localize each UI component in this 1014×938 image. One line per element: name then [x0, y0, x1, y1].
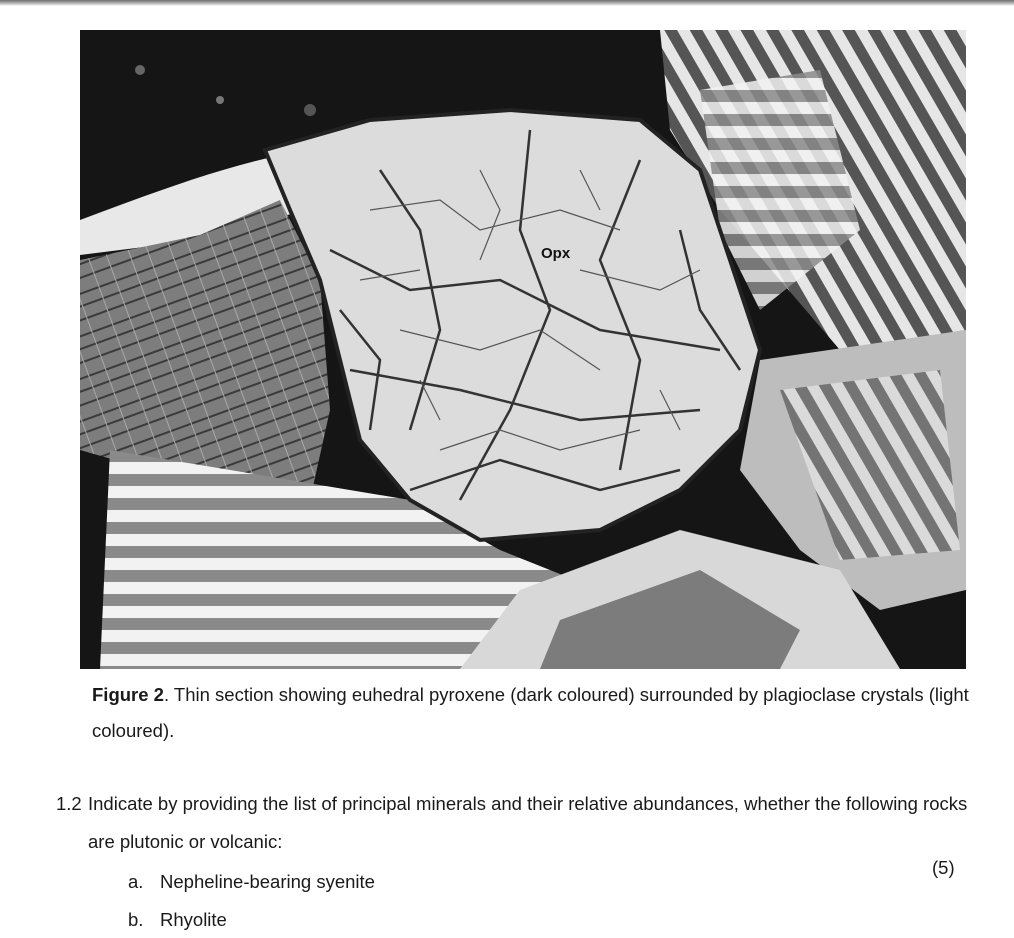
list-item-letter: b. — [128, 909, 144, 930]
question-marks: (5) — [932, 857, 955, 878]
question-number: 1.2 — [56, 793, 82, 814]
question-text: Indicate by providing the list of principal minerals and their relative abundances, whether the following rocks are plutonic or volcanic: — [88, 793, 968, 852]
figure-caption — [92, 677, 992, 749]
list-item-letter: a. — [128, 871, 144, 892]
caption-text: . Thin section showing euhedral pyroxene (dark coloured) surrounded by plagioclase crystals (light coloured). — [92, 684, 969, 741]
list-item-text: Nepheline-bearing syenite — [160, 871, 375, 892]
list-item — [128, 909, 227, 931]
list-item — [128, 871, 375, 893]
scan-edge — [0, 0, 1014, 6]
thin-section-photo — [80, 30, 966, 669]
list-item-text: Rhyolite — [160, 909, 227, 930]
opx-label: Opx — [541, 245, 571, 262]
caption-figure-number: Figure 2 — [92, 684, 164, 705]
